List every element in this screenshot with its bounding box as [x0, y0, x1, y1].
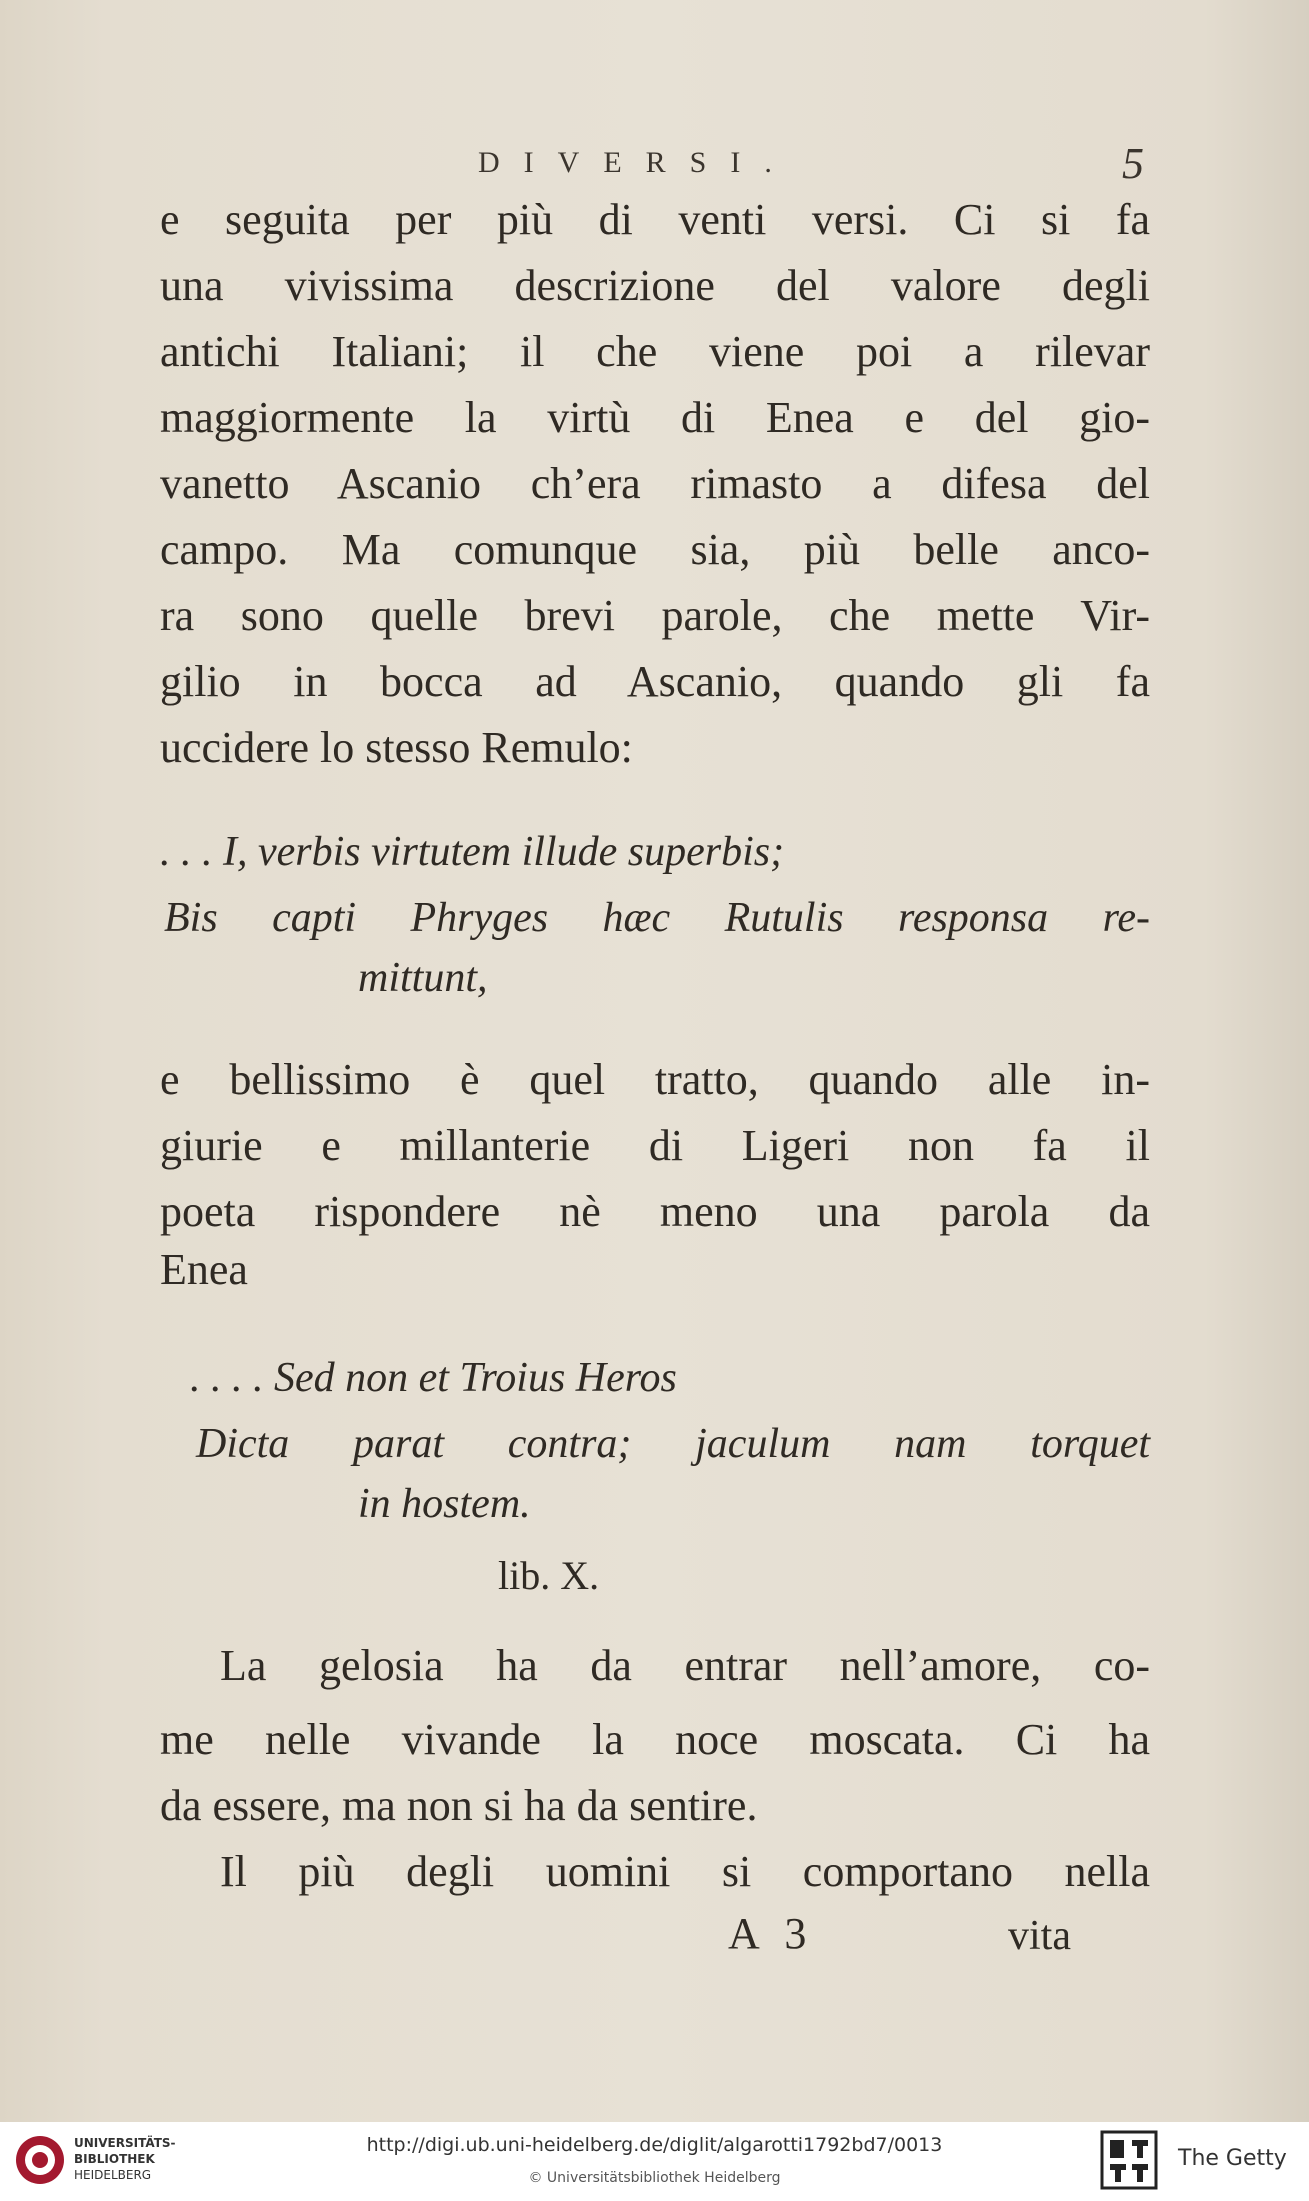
library-name-line: UNIVERSITÄTS-: [74, 2136, 176, 2150]
text-line: da essere, ma non si ha da sentire.: [160, 1781, 758, 1830]
verse-line: Dicta parat contra; jaculum nam torquet: [196, 1421, 1150, 1467]
verse-line: . . . I, verbis virtutem illude superbis;: [160, 829, 785, 875]
text-line: uccidere lo stesso Remulo:: [160, 723, 633, 772]
text-line: una vivissima descrizione del valore degli: [160, 261, 1150, 310]
text-line: e seguita per più di venti versi. Ci si fa: [160, 195, 1150, 244]
running-head: [0, 140, 1309, 190]
library-name-line: BIBLIOTHEK: [74, 2152, 155, 2166]
getty-logo-icon: [1100, 2130, 1158, 2190]
running-head-title: DIVERSI.: [478, 146, 796, 179]
signature-mark: A 3: [728, 1909, 815, 1958]
text-line: me nelle vivande la noce moscata. Ci ha: [160, 1715, 1150, 1764]
copyright-notice: © Universitätsbibliothek Heidelberg: [528, 2170, 781, 2186]
text-line: vanetto Ascanio ch’era rimasto a difesa del: [160, 459, 1150, 508]
verse-line: in hostem.: [358, 1481, 531, 1527]
footer-bar: [0, 2122, 1309, 2201]
verse-line: mittunt,: [358, 955, 488, 1001]
library-name-line: HEIDELBERG: [74, 2168, 152, 2182]
text-line: antichi Italiani; il che viene poi a rilevar: [160, 327, 1150, 376]
verse-line: . . . . Sed non et Troius Heros: [190, 1355, 677, 1401]
verse-line: Bis capti Phryges hæc Rutulis responsa re-: [164, 895, 1150, 941]
text-line: Enea: [160, 1245, 248, 1294]
page-number: 5: [1122, 139, 1144, 188]
text-line: poeta rispondere nè meno una parola da: [160, 1187, 1150, 1236]
text-line: gilio in bocca ad Ascanio, quando gli fa: [160, 657, 1150, 706]
citation: lib. X.: [498, 1553, 600, 1598]
text-line: La gelosia ha da entrar nell’amore, co-: [220, 1641, 1150, 1690]
text-line: Il più degli uomini si comportano nella: [220, 1847, 1150, 1896]
text-line: ra sono quelle brevi parole, che mette Vir-: [160, 591, 1150, 640]
catchword: vita: [1008, 1913, 1071, 1959]
partner-name: The Getty: [1178, 2146, 1287, 2171]
text-line: e bellissimo è quel tratto, quando alle in-: [160, 1055, 1150, 1104]
permalink-url[interactable]: http://digi.ub.uni-heidelberg.de/diglit/algarotti1792bd7/0013: [366, 2134, 943, 2156]
text-line: campo. Ma comunque sia, più belle anco-: [160, 525, 1150, 574]
text-line: maggiormente la virtù di Enea e del gio-: [160, 393, 1150, 442]
text-line: giurie e millanterie di Ligeri non fa il: [160, 1121, 1150, 1170]
